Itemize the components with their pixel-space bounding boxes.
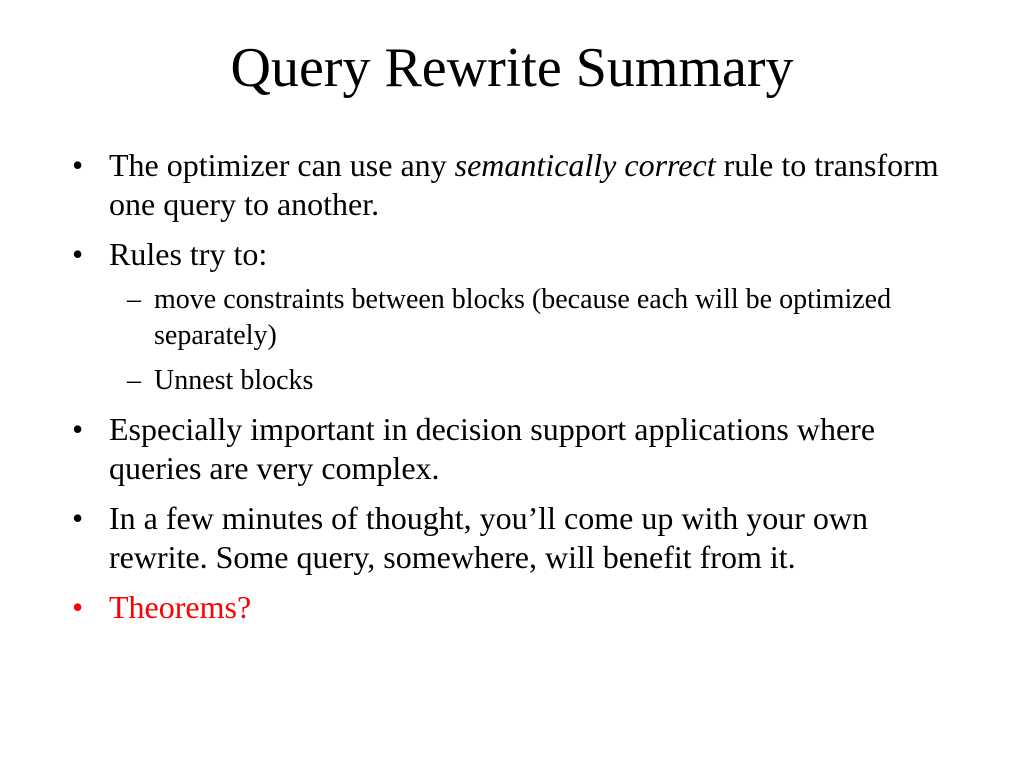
bullet-icon: • — [72, 500, 84, 536]
bullet-text: Especially important in decision support applications where queries are very complex. — [109, 411, 876, 486]
bullet-item-theorems — [72, 588, 952, 627]
dash-icon: – — [127, 284, 141, 315]
bullet-icon: • — [72, 147, 84, 183]
bullet-icon: • — [72, 411, 84, 447]
bullet-text: In a few minutes of thought, you’ll come up with your own rewrite. Some query, somewhere, will benefit from it. — [109, 500, 868, 575]
bullet-icon: • — [72, 589, 84, 625]
sub-bullet-item — [109, 363, 952, 399]
bullet-icon: • — [72, 236, 84, 272]
bullet-text: Theorems? — [109, 589, 252, 625]
bullet-item-optimizer — [72, 146, 952, 224]
dash-icon: – — [127, 365, 141, 396]
bullet-item-rules — [72, 235, 952, 399]
sub-bullet-text: Unnest blocks — [154, 365, 314, 396]
bullet-text-pre: The optimizer can use any — [109, 147, 455, 183]
sub-bullet-list — [109, 282, 952, 399]
bullet-text: Rules try to: — [109, 236, 268, 272]
sub-bullet-item — [109, 282, 952, 354]
sub-bullet-text: move constraints between blocks (because each will be optimized separately) — [154, 284, 892, 351]
bullet-item-decision-support — [72, 410, 952, 488]
bullet-text-emphasis: semantically correct — [454, 147, 716, 183]
bullet-text-post: rule to transform one query to another. — [109, 147, 939, 222]
slide-title: Query Rewrite Summary — [230, 37, 794, 99]
bullet-item-own-rewrite — [72, 499, 952, 577]
bullet-list — [72, 146, 952, 638]
